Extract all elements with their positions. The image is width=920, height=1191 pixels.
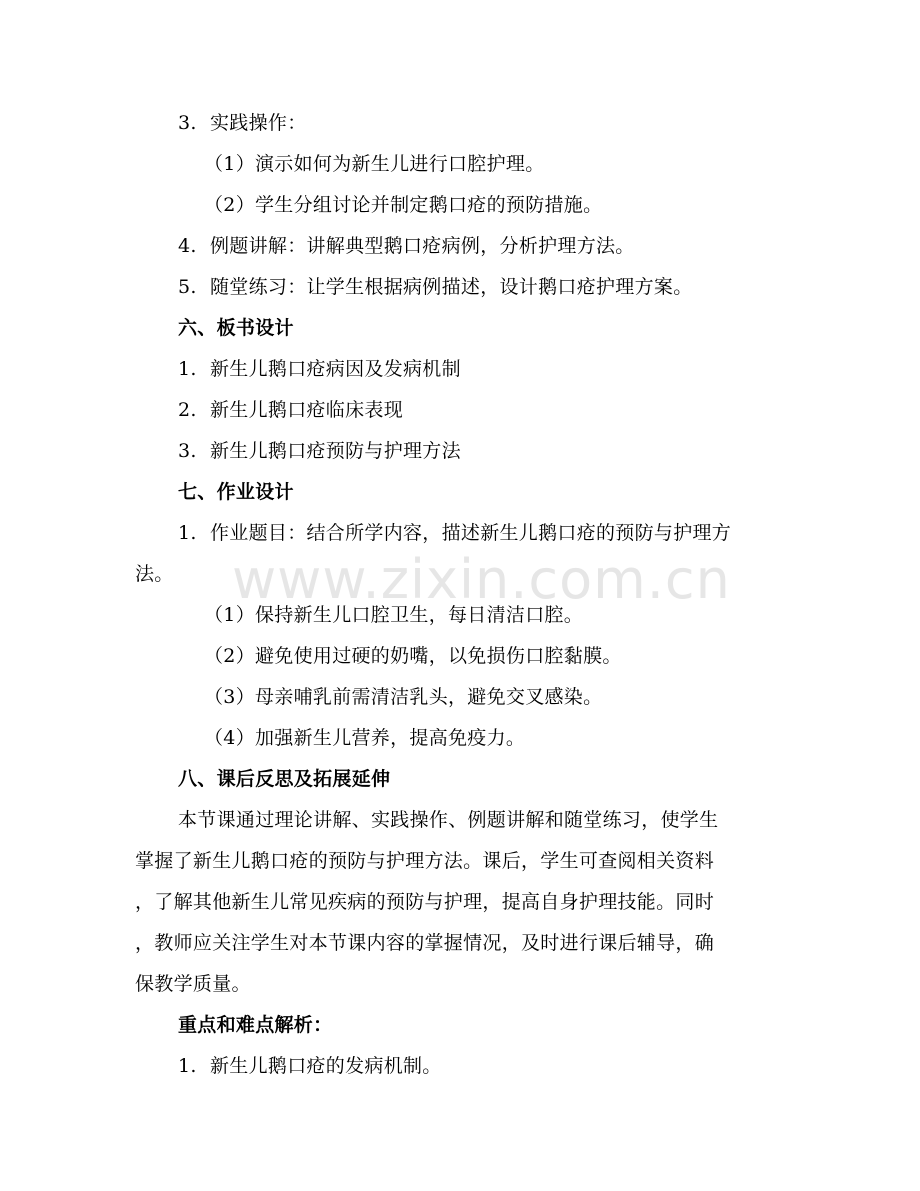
- list-item: [178, 356, 461, 382]
- item-number: 5.: [178, 276, 197, 298]
- practice-item-4: [178, 233, 635, 259]
- reflection-line: 掌握了新生儿鹅口疮的预防与护理方法。课后，学生可查阅相关资料: [135, 850, 715, 872]
- item-text: 作业题目：结合所学内容，描述新生儿鹅口疮的预防与护理方: [210, 522, 732, 544]
- section-heading-board: 六、板书设计: [178, 317, 294, 339]
- watermark: www.zixin.com.cn: [232, 548, 731, 611]
- item-number: 1.: [178, 358, 197, 380]
- keypoint-item-1: [178, 1053, 442, 1079]
- list-item: [178, 397, 403, 423]
- item-number: 1.: [178, 522, 197, 544]
- item-number: 4.: [178, 235, 197, 257]
- item-number: 2.: [178, 399, 197, 421]
- item-number: 1.: [178, 1055, 197, 1077]
- section-heading-reflection: 八、课后反思及拓展延伸: [178, 768, 391, 790]
- practice-item-5: [178, 274, 693, 300]
- section-heading-homework: 七、作业设计: [178, 481, 294, 503]
- item-number: 3.: [178, 112, 197, 134]
- list-item: [178, 438, 461, 464]
- practice-sub-1: （1）演示如何为新生儿进行口腔护理。: [204, 153, 545, 175]
- item-text: 新生儿鹅口疮病因及发病机制: [210, 358, 461, 380]
- reflection-line: ，了解其他新生儿常见疾病的预防与护理，提高自身护理技能。同时: [135, 891, 715, 913]
- item-text: 新生儿鹅口疮预防与护理方法: [210, 440, 461, 462]
- item-text: 随堂练习：让学生根据病例描述，设计鹅口疮护理方案。: [210, 276, 693, 298]
- reflection-line: 保教学质量。: [135, 973, 251, 995]
- homework-sub: （2）避免使用过硬的奶嘴，以免损伤口腔黏膜。: [204, 645, 622, 667]
- item-text: 例题讲解：讲解典型鹅口疮病例，分析护理方法。: [210, 235, 635, 257]
- item-text: 新生儿鹅口疮临床表现: [210, 399, 404, 421]
- practice-item-3: [178, 110, 307, 136]
- section-heading-keypoints: 重点和难点解析：: [178, 1014, 333, 1036]
- reflection-line: ，教师应关注学生对本节课内容的掌握情况，及时进行课后辅导，确: [135, 932, 715, 954]
- reflection-line: 本节课通过理论讲解、实践操作、例题讲解和随堂练习，使学生: [178, 809, 719, 831]
- item-text: 实践操作：: [210, 112, 307, 134]
- homework-sub: （4）加强新生儿营养，提高免疫力。: [204, 727, 526, 749]
- homework-sub: （1）保持新生儿口腔卫生，每日清洁口腔。: [204, 604, 584, 626]
- homework-item-1-continued: 法。: [135, 563, 174, 585]
- homework-item-1: [178, 520, 731, 546]
- item-number: 3.: [178, 440, 197, 462]
- practice-sub-2: （2）学生分组讨论并制定鹅口疮的预防措施。: [204, 194, 603, 216]
- homework-sub: （3）母亲哺乳前需清洁乳头，避免交叉感染。: [204, 686, 603, 708]
- item-text: 新生儿鹅口疮的发病机制。: [210, 1055, 442, 1077]
